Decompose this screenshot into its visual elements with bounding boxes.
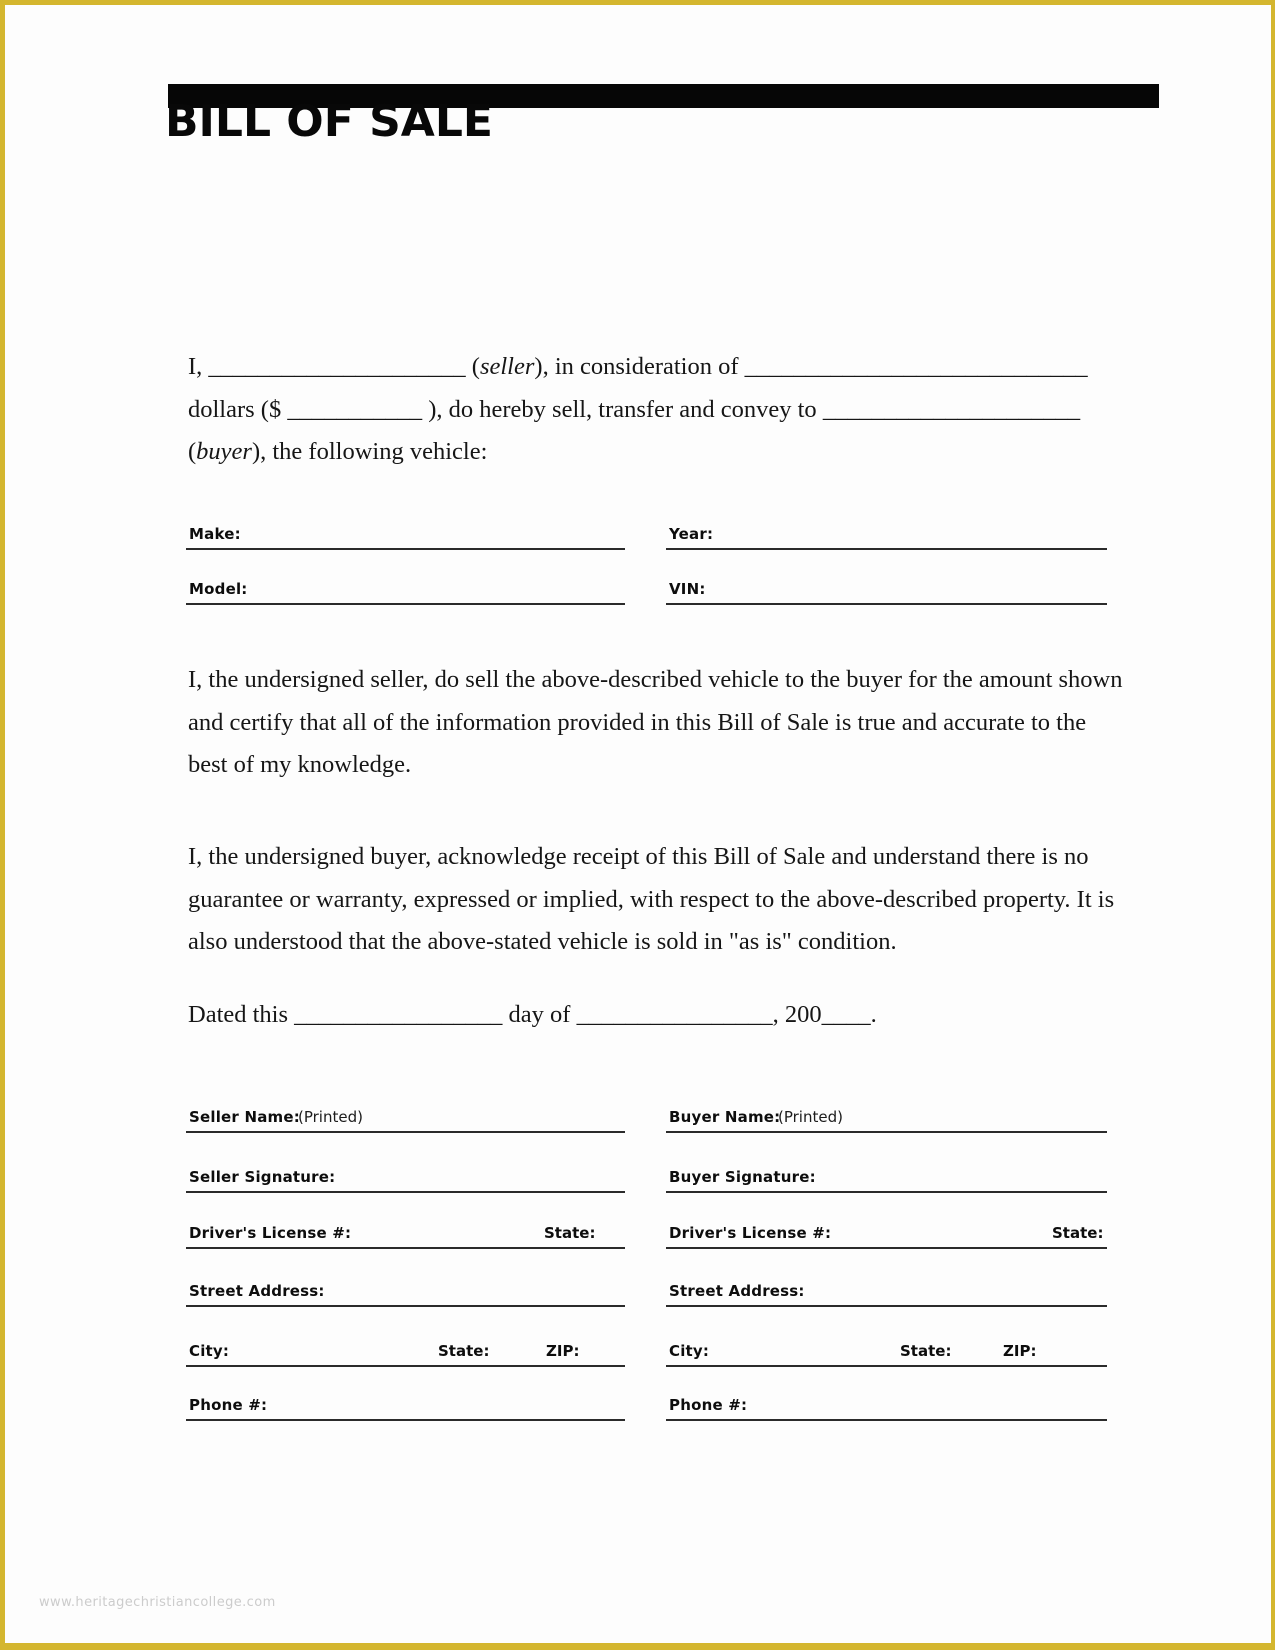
buyer-name-label: Buyer Name:: [669, 1108, 781, 1126]
buyer-zip-label: ZIP:: [1003, 1342, 1037, 1360]
buyer-city-label: City:: [669, 1342, 710, 1360]
buyer-phone-label: Phone #:: [669, 1396, 748, 1414]
seller-city-label: City:: [189, 1342, 230, 1360]
buyer-street-field: [666, 1278, 1107, 1307]
seller-zip-label: ZIP:: [546, 1342, 580, 1360]
seller-name-field: [186, 1104, 625, 1133]
seller-printed-note: (Printed): [298, 1108, 363, 1126]
seller-signature-label: Seller Signature:: [189, 1168, 336, 1186]
buyer-city-field: [666, 1338, 1107, 1367]
model-field: [186, 576, 625, 605]
buyer-name-field: [666, 1104, 1107, 1133]
make-label: Make:: [189, 525, 241, 543]
seller-city-field: [186, 1338, 625, 1367]
seller-phone-field: [186, 1392, 625, 1421]
vin-field: [666, 576, 1107, 605]
buyer-license-label: Driver's License #:: [669, 1224, 832, 1242]
buyer-license-state-label: State:: [1052, 1224, 1104, 1242]
page-title: BILL OF SALE: [165, 96, 493, 147]
seller-license-label: Driver's License #:: [189, 1224, 352, 1242]
buyer-signature-label: Buyer Signature:: [669, 1168, 816, 1186]
make-field: [186, 521, 625, 550]
vin-label: VIN:: [669, 580, 706, 598]
intro-line-1: I, _____________________ (seller), in consideration of ____________________________: [188, 353, 1088, 380]
seller-name-label: Seller Name:: [189, 1108, 300, 1126]
seller-signature-field: [186, 1164, 625, 1193]
buyer-city-state-label: State:: [900, 1342, 952, 1360]
seller-clause: I, the undersigned seller, do sell the above-described vehicle to the buyer for the amount shown and certify that all of the information provided in this Bill of Sale is true and accurate to the best of my knowledge.: [188, 666, 1123, 778]
seller-street-label: Street Address:: [189, 1282, 325, 1300]
seller-phone-label: Phone #:: [189, 1396, 268, 1414]
seller-street-field: [186, 1278, 625, 1307]
year-field: [666, 521, 1107, 550]
buyer-phone-field: [666, 1392, 1107, 1421]
intro-paragraph: [188, 346, 1118, 474]
intro-line-3: (buyer), the following vehicle:: [188, 438, 488, 465]
buyer-signature-field: [666, 1164, 1107, 1193]
model-label: Model:: [189, 580, 248, 598]
dated-line: Dated this _________________ day of ________________, 200____.: [188, 1001, 877, 1028]
year-label: Year:: [669, 525, 714, 543]
buyer-license-field: [666, 1220, 1107, 1249]
seller-city-state-label: State:: [438, 1342, 490, 1360]
intro-line-2: dollars ($ ___________ ), do hereby sell, transfer and convey to _____________________: [188, 395, 1081, 423]
buyer-printed-note: (Printed): [778, 1108, 843, 1126]
seller-license-state-label: State:: [544, 1224, 596, 1242]
buyer-street-label: Street Address:: [669, 1282, 805, 1300]
watermark-text: www.heritagechristiancollege.com: [39, 1595, 276, 1610]
seller-license-field: [186, 1220, 625, 1249]
buyer-clause: I, the undersigned buyer, acknowledge receipt of this Bill of Sale and understand there is no guarantee or warranty, expressed or implied, with respect to the above-described property. It is also understood that the above-stated vehicle is sold in "as is" condition.: [188, 843, 1115, 955]
